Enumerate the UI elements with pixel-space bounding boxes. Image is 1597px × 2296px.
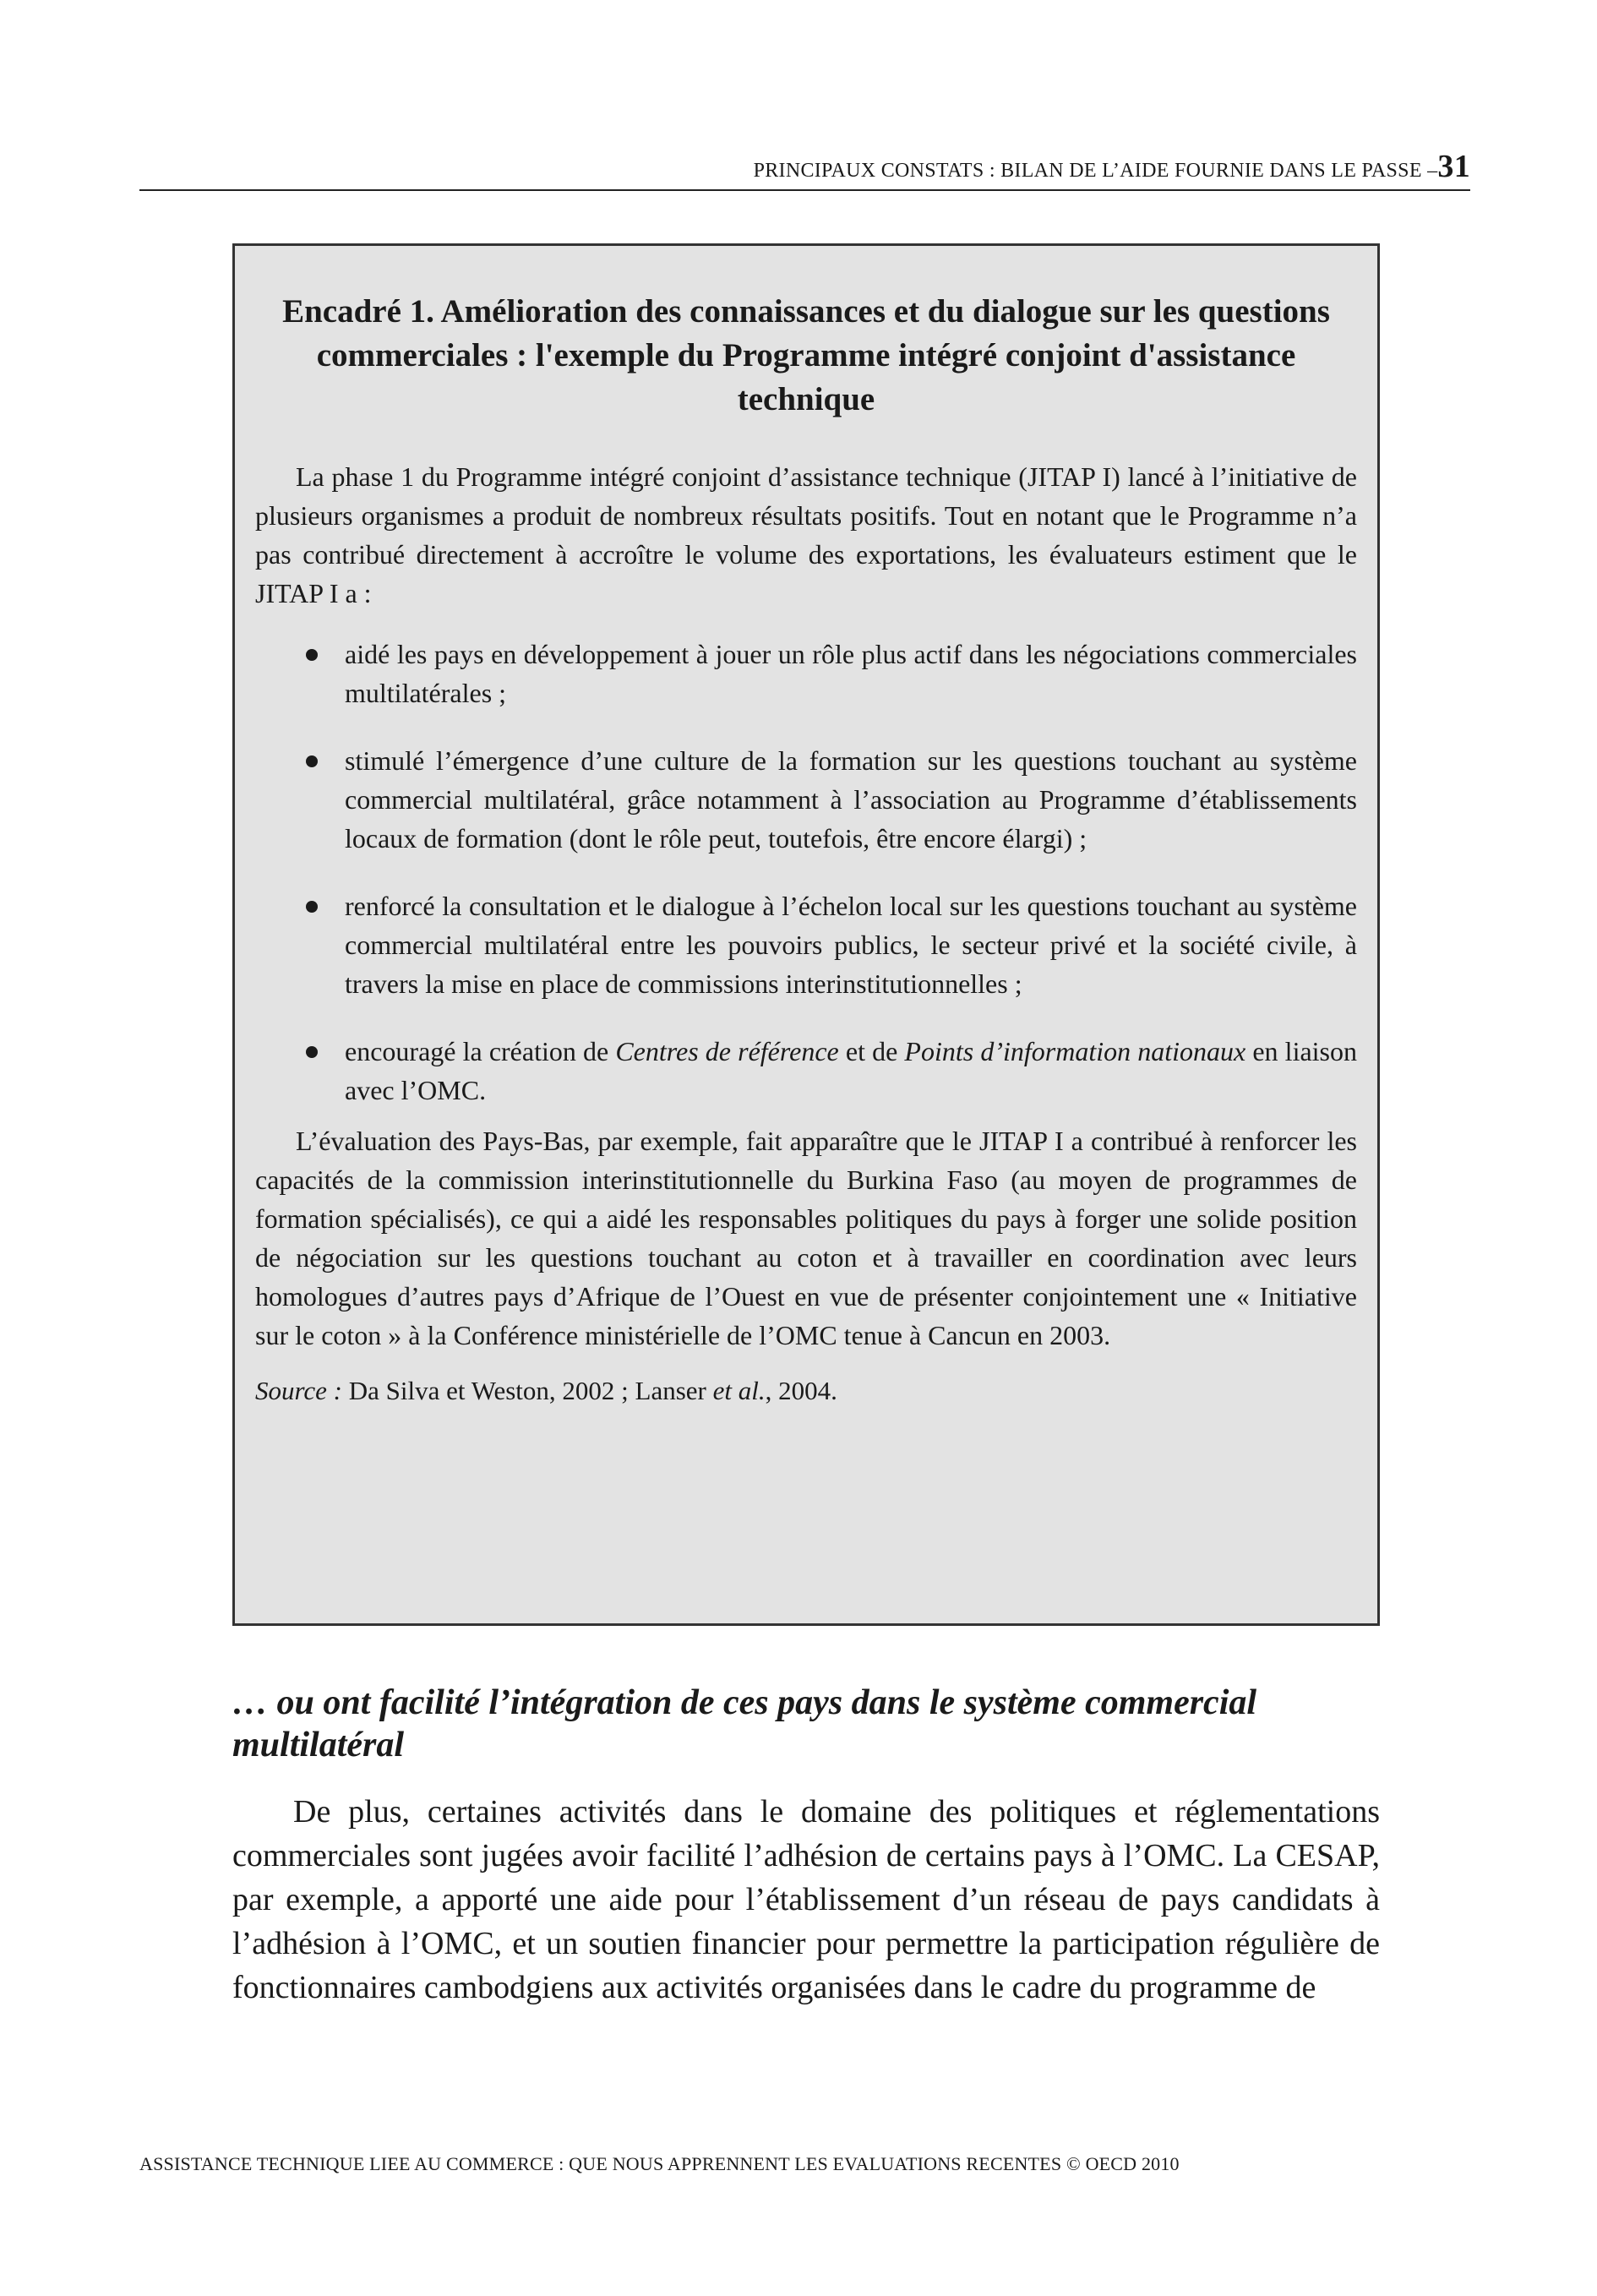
page-footer: ASSISTANCE TECHNIQUE LIEE AU COMMERCE : QUE NOUS APPRENNENT LES EVALUATIONS RECENTES © OECD 2010 [139,2153,1180,2174]
bullet-list [255,635,1357,1110]
source-etal: et al. [712,1376,766,1405]
bullet-text-part: encouragé la création de [345,1036,616,1066]
box-source [255,1372,1357,1410]
bullet-icon [306,755,318,767]
bullet-text-italic: Points d’information nationaux [904,1036,1246,1066]
bullet-text: aidé les pays en développement à jouer un rôle plus actif dans les négociations commerciales multilatérales ; [345,639,1357,708]
bullet-text: stimulé l’émergence d’une culture de la formation sur les questions touchant au système commercial multilatéral, grâce notamment à l’association au Programme d’établissements locaux de formation (dont le rôle peut, toutefois, être encore élargi) ; [345,745,1357,854]
bullet-icon [306,901,318,913]
box-body [255,457,1357,1410]
source-text: Da Silva et Weston, 2002 ; Lanser [342,1376,713,1405]
box-title: Encadré 1. Amélioration des connaissances et du dialogue sur les questions commerciales : l'exemple du Programme intégré conjoint d'assistance technique [282,293,1330,417]
boxed-insert [232,243,1380,1626]
section-heading: … ou ont facilité l’intégration de ces pays dans le système commercial multilatéral [232,1683,1257,1764]
bullet-text-part: et de [838,1036,905,1066]
list-item [255,886,1357,1003]
bullet-icon [306,1046,318,1058]
body-paragraph: De plus, certaines activités dans le domaine des politiques et réglementations commerciales sont jugées avoir facilité l’adhésion de certains pays à l’OMC. La CESAP, par exemple, a apporté une aide pour l’établissement d’un réseau de pays candidats à l’adhésion à l’OMC, et un soutien financier pour permettre la participation régulière de fonctionnaires cambodgiens aux activités organisées dans le cadre du programme de [232,1794,1380,2005]
bullet-text-part: en liaison avec l’OMC. [345,1036,1357,1105]
running-header [139,145,1470,192]
source-label: Source : [255,1376,343,1405]
box-evaluation: L’évaluation des Pays-Bas, par exemple, fait apparaître que le JITAP I a contribué à renforcer les capacités de la commission interinstitutionnelle du Burkina Faso (au moyen de programmes de formation spécialisés), ce qui a aidé les responsables politiques du pays à forger une solide position de négociation sur les questions touchant au coton et à travailler en coordination avec leurs homologues d’autres pays d’Afrique de l’Ouest en vue de présenter conjointement une « Initiative sur le coton » à la Conférence ministérielle de l’OMC tenue à Cancun en 2003. [255,1126,1357,1350]
bullet-text: renforcé la consultation et le dialogue à l’échelon local sur les questions touchant au système commercial multilatéral entre les pouvoirs publics, le secteur privé et la société civile, à travers la mise en place de commissions interinstitutionnelles ; [345,891,1357,999]
box-intro: La phase 1 du Programme intégré conjoint d’assistance technique (JITAP I) lancé à l’initiative de plusieurs organismes a produit de nombreux résultats positifs. Tout en notant que le Programme n’a pas contribué directement à accroître le volume des exportations, les évaluateurs estiment que le JITAP I a : [255,461,1357,608]
page-number: 31 [1437,149,1470,184]
source-text-end: , 2004. [765,1376,837,1405]
running-header-title: PRINCIPAUX CONSTATS : BILAN DE L’AIDE FOURNIE DANS LE PASSE – [753,160,1438,182]
list-item [255,741,1357,858]
bullet-text-italic: Centres de référence [615,1036,839,1066]
list-item [255,635,1357,712]
header-rule [139,189,1470,191]
bullet-text [345,1036,1357,1105]
bullet-icon [306,649,318,661]
list-item [255,1032,1357,1110]
